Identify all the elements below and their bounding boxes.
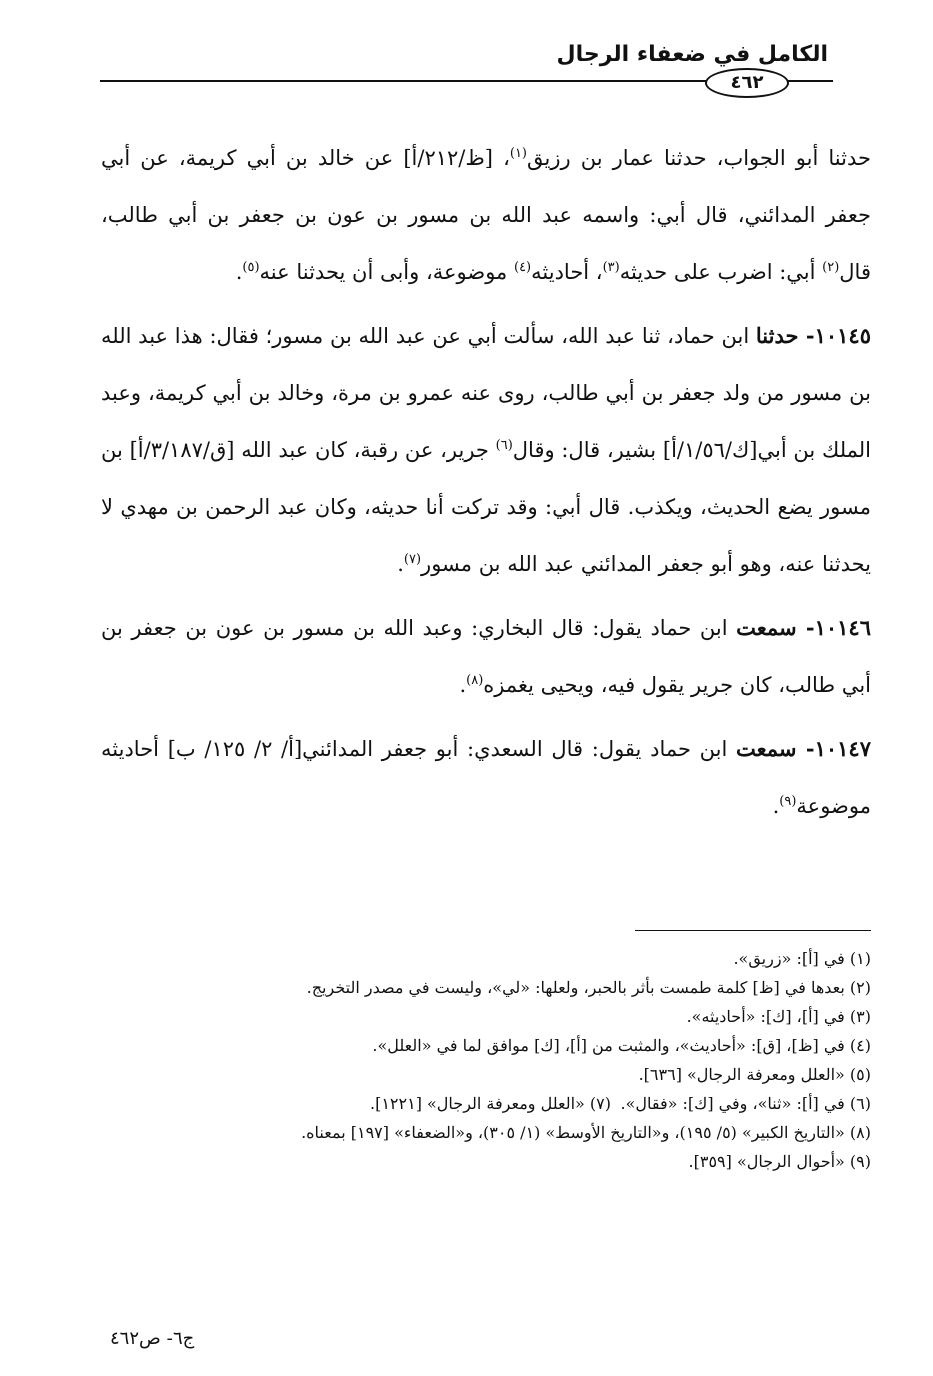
footnotes	[101, 944, 871, 1176]
running-header-title: الكامل في ضعفاء الرجال	[556, 42, 828, 67]
main-text	[101, 130, 871, 841]
keyword: حدثنا	[755, 323, 799, 348]
text: ، [ظ/٢١٢/أ] عن خالد بن أبي كريمة، عن أبي جعفر المدائني، قال أبي: واسمه عبد الله بن مسور بن عون بن جعفر بن أبي طالب، قال	[101, 146, 871, 284]
footnote-1: (١) في [أ]: «زريق».	[733, 949, 871, 968]
paragraph-10147	[101, 720, 871, 835]
footnote-5: (٥) «العلل ومعرفة الرجال» [٦٣٦].	[638, 1065, 871, 1084]
page-number: ٤٦٢	[705, 68, 789, 98]
footnote-ref: (٨)	[466, 673, 484, 688]
hadith-number: ١٠١٤٦-	[796, 615, 871, 640]
footnote-ref: (٤)	[513, 260, 532, 275]
text: .	[397, 552, 404, 576]
footnote-ref: (٣)	[602, 260, 620, 275]
footnote-6: (٦) في [أ]: «ثنا»، وفي [ك]: «فقال».	[620, 1094, 871, 1113]
text: .	[235, 260, 243, 284]
footnote-ref: (٧)	[403, 552, 422, 567]
volume-page-signature: ج٦- ص٤٦٢	[110, 1328, 195, 1349]
footnote-2: (٢) بعدها في [ظ] كلمة طمست بأثر بالحبر، ولعلها: «لي»، وليست في مصدر التخريج.	[306, 978, 871, 997]
text: جرير، عن رقبة، كان عبد الله [ق/٣/١٨٧/أ] بن مسور يضع الحديث، ويكذب. قال أبي: وقد تركت أنا حديثه، وكان عبد الرحمن بن مهدي لا يحدثنا عنه، وهو أبو جعفر المدائني عبد الله بن مسور	[101, 438, 871, 576]
text: ، أحاديثه	[531, 260, 603, 284]
text: موضوعة، وأبى أن يحدثنا عنه	[259, 260, 514, 284]
footnote-ref: (٢)	[822, 260, 840, 275]
footnote-7: (٧) «العلل ومعرفة الرجال» [١٢٢١].	[369, 1094, 611, 1113]
paragraph-10145	[101, 307, 871, 593]
hadith-number: ١٠١٤٥-	[798, 323, 871, 348]
text: ابن حماد يقول: قال السعدي: أبو جعفر المدائني[أ/ ٢/ ١٢٥/ ب] أحاديثه موضوعة	[101, 737, 871, 818]
text: ابن حماد يقول: قال البخاري: وعبد الله بن مسور بن عون بن جعفر بن أبي طالب، كان جرير يقول فيه، ويحيى يغمزه	[101, 616, 871, 697]
footnote-9: (٩) «أحوال الرجال» [٣٥٩].	[688, 1152, 871, 1171]
keyword: سمعت	[736, 736, 797, 761]
footnote-separator	[635, 930, 871, 931]
footnote-3: (٣) في [أ]، [ك]: «أحاديثه».	[686, 1007, 871, 1026]
text: ابن حماد، ثنا عبد الله، سألت أبي عن عبد الله بن مسور؛ فقال: هذا عبد الله بن مسور من ولد جعفر بن أبي طالب، روى عنه عمرو بن مرة، وخالد بن أبي كريمة، وعبد الملك بن أبي[ك/١/٥٦/أ] بشير، قال: وقال	[101, 324, 872, 462]
footnote-8: (٨) «التاريخ الكبير» (٥/ ١٩٥)، و«التاريخ الأوسط» (١/ ٣٠٥)، و«الضعفاء» [١٩٧] بمعناه.	[301, 1123, 871, 1142]
keyword: سمعت	[736, 615, 797, 640]
text: أبي: اضرب على حديثه	[619, 260, 823, 284]
text: حدثنا أبو الجواب، حدثنا عمار بن رزيق	[527, 146, 871, 170]
paragraph-1	[101, 130, 871, 301]
hadith-number: ١٠١٤٧-	[796, 736, 871, 761]
footnote-6-7	[101, 1089, 871, 1118]
text: .	[459, 673, 467, 697]
text: .	[772, 794, 780, 818]
paragraph-10146	[101, 599, 871, 714]
footnote-ref: (٦)	[495, 438, 513, 453]
footnote-4: (٤) في [ظ]، [ق]: «أحاديث»، والمثبت من [أ]، [ك] موافق لما في «العلل».	[372, 1036, 871, 1055]
footnote-ref: (١)	[509, 146, 527, 161]
footnote-ref: (٥)	[242, 260, 260, 275]
footnote-ref: (٩)	[779, 794, 797, 809]
